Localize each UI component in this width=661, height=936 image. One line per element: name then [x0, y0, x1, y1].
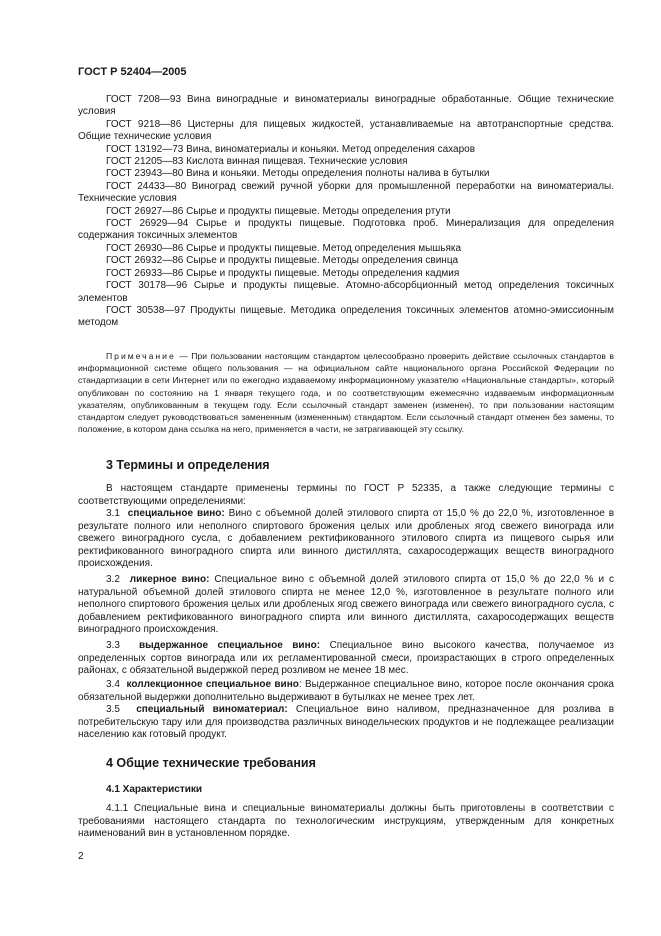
definition-text: Вино с объемной долей этилового спирта от 15,0 % до 22,0 %, изготовленное в результате полного или неполного спиртового брожения целых или дробленых ягод свежего винограда или свежего виноградного сусла, с добавлением ректификованного этилового спирта из пищевого сырья или ректификованного виноградного спирта или винного дистиллята, сахаросодержащих веществ виноградного происхождения. [78, 508, 615, 570]
reference-item: ГОСТ 26933—86 Сырье и продукты пищевые. Методы определения кадмия [106, 267, 460, 279]
reference-item: ГОСТ 9218—86 Цистерны для пищевых жидкостей, устанавливаемые на автотранспортные средства. Общие технические условия [78, 118, 614, 143]
definition-number: 3.3 [106, 640, 120, 651]
note-label: Примечание [106, 351, 176, 361]
definition-term: выдержанное специальное вино: [138, 640, 321, 651]
reference-item: ГОСТ 26929—94 Сырье и продукты пищевые. Подготовка проб. Минерализация для определения содержания токсичных элементов [78, 218, 614, 242]
definition-number: 3.5 [106, 704, 120, 715]
definition-text: Специальное вино наливом, предназначенное для розлива в потребительскую тару или для производства различных винодельческих продуктов и не подлежащее реализации населению как готовый продукт. [78, 704, 615, 741]
section-4-heading: 4 Общие технические требования [106, 756, 316, 770]
definition-term: коллекционное специальное вино [126, 679, 299, 690]
definition-3-3 [78, 640, 614, 678]
reference-item: ГОСТ 24433—80 Виноград свежий ручной уборки для промышленной переработки на виноматериалы. Технические условия [78, 180, 614, 205]
reference-item: ГОСТ 30538—97 Продукты пищевые. Методика определения токсичных элементов атомно-эмиссионным методом [78, 304, 614, 329]
document-header: ГОСТ Р 52404—2005 [78, 66, 187, 78]
reference-item: ГОСТ 13192—73 Вина, виноматериалы и коньяки. Метод определения сахаров [106, 143, 476, 155]
definition-3-1 [78, 508, 614, 571]
definition-number: 3.1 [106, 508, 120, 519]
definition-3-2 [78, 574, 614, 637]
normative-references [78, 94, 614, 330]
reference-item: ГОСТ 26932—86 Сырье и продукты пищевые. Методы определения свинца [106, 255, 459, 267]
definition-text: Специальное вино высокого качества, получаемое из определенных сортов винограда или их регламентированной смеси, произрастающих в строго определенных районах, с обязательной выдержкой перед розливом не менее 18 мес. [78, 640, 614, 677]
reference-item: ГОСТ 23943—80 Вина и коньяки. Методы определения полноты налива в бутылки [106, 168, 490, 180]
subsection-4-1-heading: 4.1 Характеристики [106, 784, 203, 795]
definition-number: 3.2 [106, 574, 120, 585]
definition-number: 3.4 [106, 679, 120, 690]
definition-term: ликерное вино: [129, 574, 210, 585]
reference-item: ГОСТ 21205—83 Кислота винная пищевая. Технические условия [106, 156, 408, 168]
note-paragraph [78, 350, 614, 435]
reference-item: ГОСТ 26927—86 Сырье и продукты пищевые. Методы определения ртути [106, 205, 451, 217]
note-text: — При пользовании настоящим стандартом целесообразно проверить действие ссылочных стандартов в информационной системе общего пользования — на официальном сайте национального органа Российской Федерации по стандартизации в сети Интернет или по ежегодно издаваемому информационному указателю «Национальные стандарты», который опубликован по состоянию на 1 января текущего года, и по соответствующим ежемесячно издаваемым информационным указателям, опубликованным в текущем году. Если ссылочный стандарт заменен (изменен), то при пользовании настоящим стандартом следует руководствоваться замененным (измененным) стандартом. Если ссылочный стандарт отменен без замены, то положение, в котором дана ссылка на него, применяется в части, не затрагивающей эту ссылку. [78, 351, 614, 435]
definition-term: специальное вино: [127, 508, 225, 519]
reference-item: ГОСТ 30178—96 Сырье и продукты пищевые. Атомно-абсорбционный метод определения токсичных элементов [78, 280, 614, 304]
definition-term: специальный виноматериал: [136, 704, 288, 715]
section-3-intro: В настоящем стандарте применены термины по ГОСТ Р 52335, а также следующие термины с соответствующими определениями: [78, 483, 614, 507]
definition-text: : Выдержанное специальное вино, которое после окончания срока обязательной выдержки дополнительно выдерживают в бутылках не менее трех лет. [78, 679, 614, 703]
definition-3-4 [78, 679, 614, 704]
definition-3-5 [78, 704, 614, 742]
reference-item: ГОСТ 26930—86 Сырье и продукты пищевые. Метод определения мышьяка [106, 242, 462, 254]
page-number: 2 [78, 851, 84, 862]
section-3-heading: 3 Термины и определения [106, 458, 270, 472]
reference-item: ГОСТ 7208—93 Вина виноградные и виноматериалы виноградные обработанные. Общие технические условия [78, 94, 614, 118]
definition-text: Специальное вино с объемной долей этилового спирта от 15,0 % до 22,0 % и с натуральной объемной долей этилового спирта не менее 12,0 %, изготовленное в результате полного или неполного спиртового брожения целых или дробленых ягод свежего винограда или свежего виноградного сусла, с добавлением ректификованного виноградного спирта или винного дистиллята, сахаросодержащих веществ виноградного происхождения. [78, 574, 615, 636]
paragraph-4-1-1: 4.1.1 Специальные вина и специальные виноматериалы должны быть приготовлены в соответствии с требованиями настоящего стандарта по технологическим инструкциям, утвержденным для конкретных наименований вин в установленном порядке. [78, 803, 614, 840]
